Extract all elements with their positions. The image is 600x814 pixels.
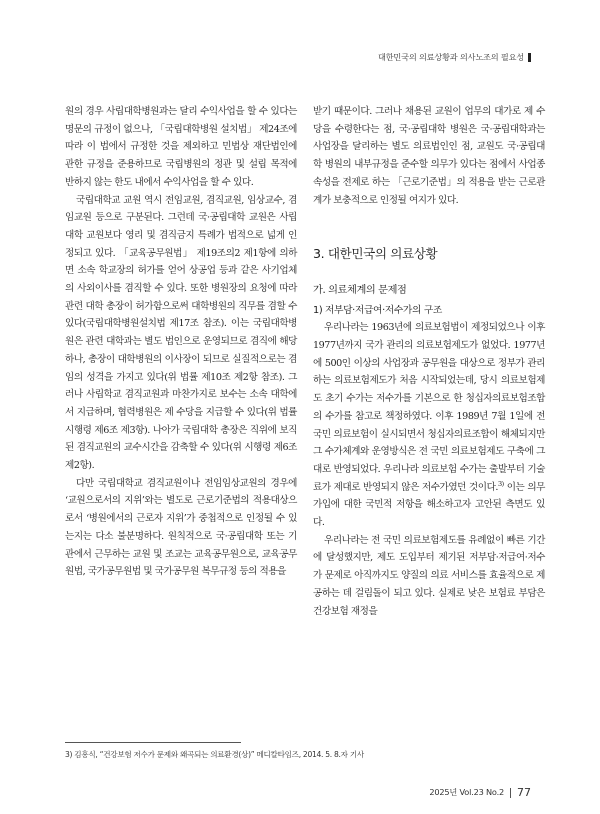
page-number: 77 [517, 786, 531, 799]
paragraph: 우리나라는 전 국민 의료보험제도를 유례없이 빠른 기간에 달성했지만, 제도 도입부터 제기된 저부담·저급여·저수가 문제로 아직까지도 양질의 의료 서비스를 효율적으로 제공하는 데 걸림돌이 되고 있다. 실제로 낮은 보험료 부담은 건강보험 재정을 [313, 534, 545, 617]
subsubsection-heading: 1) 저부담·저급여·저수가의 구조 [313, 304, 442, 316]
running-head [378, 52, 531, 63]
spacer [313, 263, 545, 282]
footnote: 3) 김흥식, “건강보험 저수가 문제와 왜곡되는 의료환경(상)” 메디칼타임즈, 2014. 5. 8.자 기사 [65, 750, 364, 759]
folio-divider [510, 788, 511, 798]
paragraph-text: 우리나라는 1963년에 의료보험법이 제정되었으나 이후 1977년까지 국가 관리의 의료보험제도가 없었다. 1977년에 500인 이상의 사업장과 공무원을 대상으로 정부가 관리하는 의료보험제도가 처음 시작되었는데, 당시 의료보험제도 초기 수가는 저수가를 기본으로 한 청십자의료보험조합의 수가를 참고로 책정하였다. 이후 1989년 7월 1일에 전국민 의료보험이 실시되면서 청십자의료조합이 해체되지만 그 수가체계와 운영방식은 전 국민 의료보험제도 구축에 그대로 반영되었다. 우리나라 의료보험 수가는 출발부터 기술료가 제대로 반영되지 않은 저수가였던 것이다. [313, 322, 545, 493]
paragraph: 다만 국립대학교 겸직교원이나 전임임상교원의 경우에 ‘교원으로서의 지위’와는 별도로 근로기준법의 적용대상으로서 ‘병원에서의 근로자 지위’가 중첩적으로 인정될 수 있는지는 다소 불분명하다. 원칙적으로 국·공립대학 또는 기관에서 근무하는 교원 및 조교는 교육공무원으로, 교육공무원법, 국가공무원법 및 국가공무원 복무규정 등의 적용을 [65, 477, 297, 578]
footnote-ref[interactable]: 3) [497, 479, 504, 488]
paragraph-text-cont: 이는 의무가입에 대한 국민적 저항을 해소하고자 고안된 측면도 있다. [313, 481, 545, 529]
folio [429, 786, 531, 799]
running-head-title: 대한민국의 의료상황과 의사노조의 필요성 [378, 52, 524, 62]
issue-label: 2025년 Vol.23 No.2 [429, 787, 504, 797]
footnote-rule [65, 742, 241, 743]
spacer [313, 209, 545, 245]
paragraph: 원의 경우 사립대학병원과는 달리 수익사업을 할 수 있다는 명문의 규정이 없으나, 「국립대학병원 설치법」 제24조에 따라 이 법에서 규정한 것을 제외하고 민법상 재단법인에 관한 규정을 준용하므로 국립병원의 정관 및 설립 목적에 반하지 않는 한도 내에서 수익사업을 할 수 있다. [65, 106, 297, 188]
left-column [65, 103, 297, 581]
running-head-bar [528, 53, 531, 62]
paragraph [313, 319, 545, 531]
paragraph: 받기 때문이다. 그러나 채용된 교원이 업무의 대가로 제 수당을 수령한다는 점, 국·공립대학 병원은 국·공립대학과는 사업장을 달리하는 별도 의료법인인 점, 교원도 국·공립대학 병원의 내부규정을 준수할 의무가 있다는 점에서 사업종속성을 전제로 하는 「근로기준법」의 적용을 받는 근로관계가 보충적으로 인정될 여지가 있다. [313, 106, 545, 206]
right-column [313, 103, 545, 620]
subsection-heading: 가. 의료체계의 문제점 [313, 284, 407, 296]
section-heading: 3. 대한민국의 의료상황 [313, 246, 438, 262]
paragraph: 국립대학교 교원 역시 전임교원, 겸직교원, 임상교수, 겸임교원 등으로 구분된다. 그런데 국·공립대학 교원은 사립대학 교원보다 영리 및 겸직금지 특례가 법적으로 넓게 인정되고 있다. 「교육공무원법」 제19조의2 제1항에 의하면 소속 학교장의 허가를 얻어 상공업 등과 같은 사기업체의 사외이사를 겸직할 수 있다. 또한 병원장의 요청에 따라 관련 대학 총장이 허가함으로써 대학병원의 직무를 겸할 수 있다(국립대학병원설치법 제17조 참조). 이는 국립대학병원은 관련 대학과는 별도 법인으로 운영되므로 겸직에 해당하나, 총장이 대학병원의 이사장이 되므로 실질적으로는 겸임의 성격을 가지고 있다(위 법률 제10조 제2항 참조). 그러나 사립학교 겸직교원과 마찬가지로 보수는 소속 대학에서 지급하며, 협력병원은 제 수당을 지급할 수 있다(위 법률 시행령 제6조 제3항). 나아가 국립대학 총장은 직위에 보직된 겸직교원의 교수시간을 감축할 수 있다(위 시행령 제6조 제2항). [65, 194, 297, 472]
